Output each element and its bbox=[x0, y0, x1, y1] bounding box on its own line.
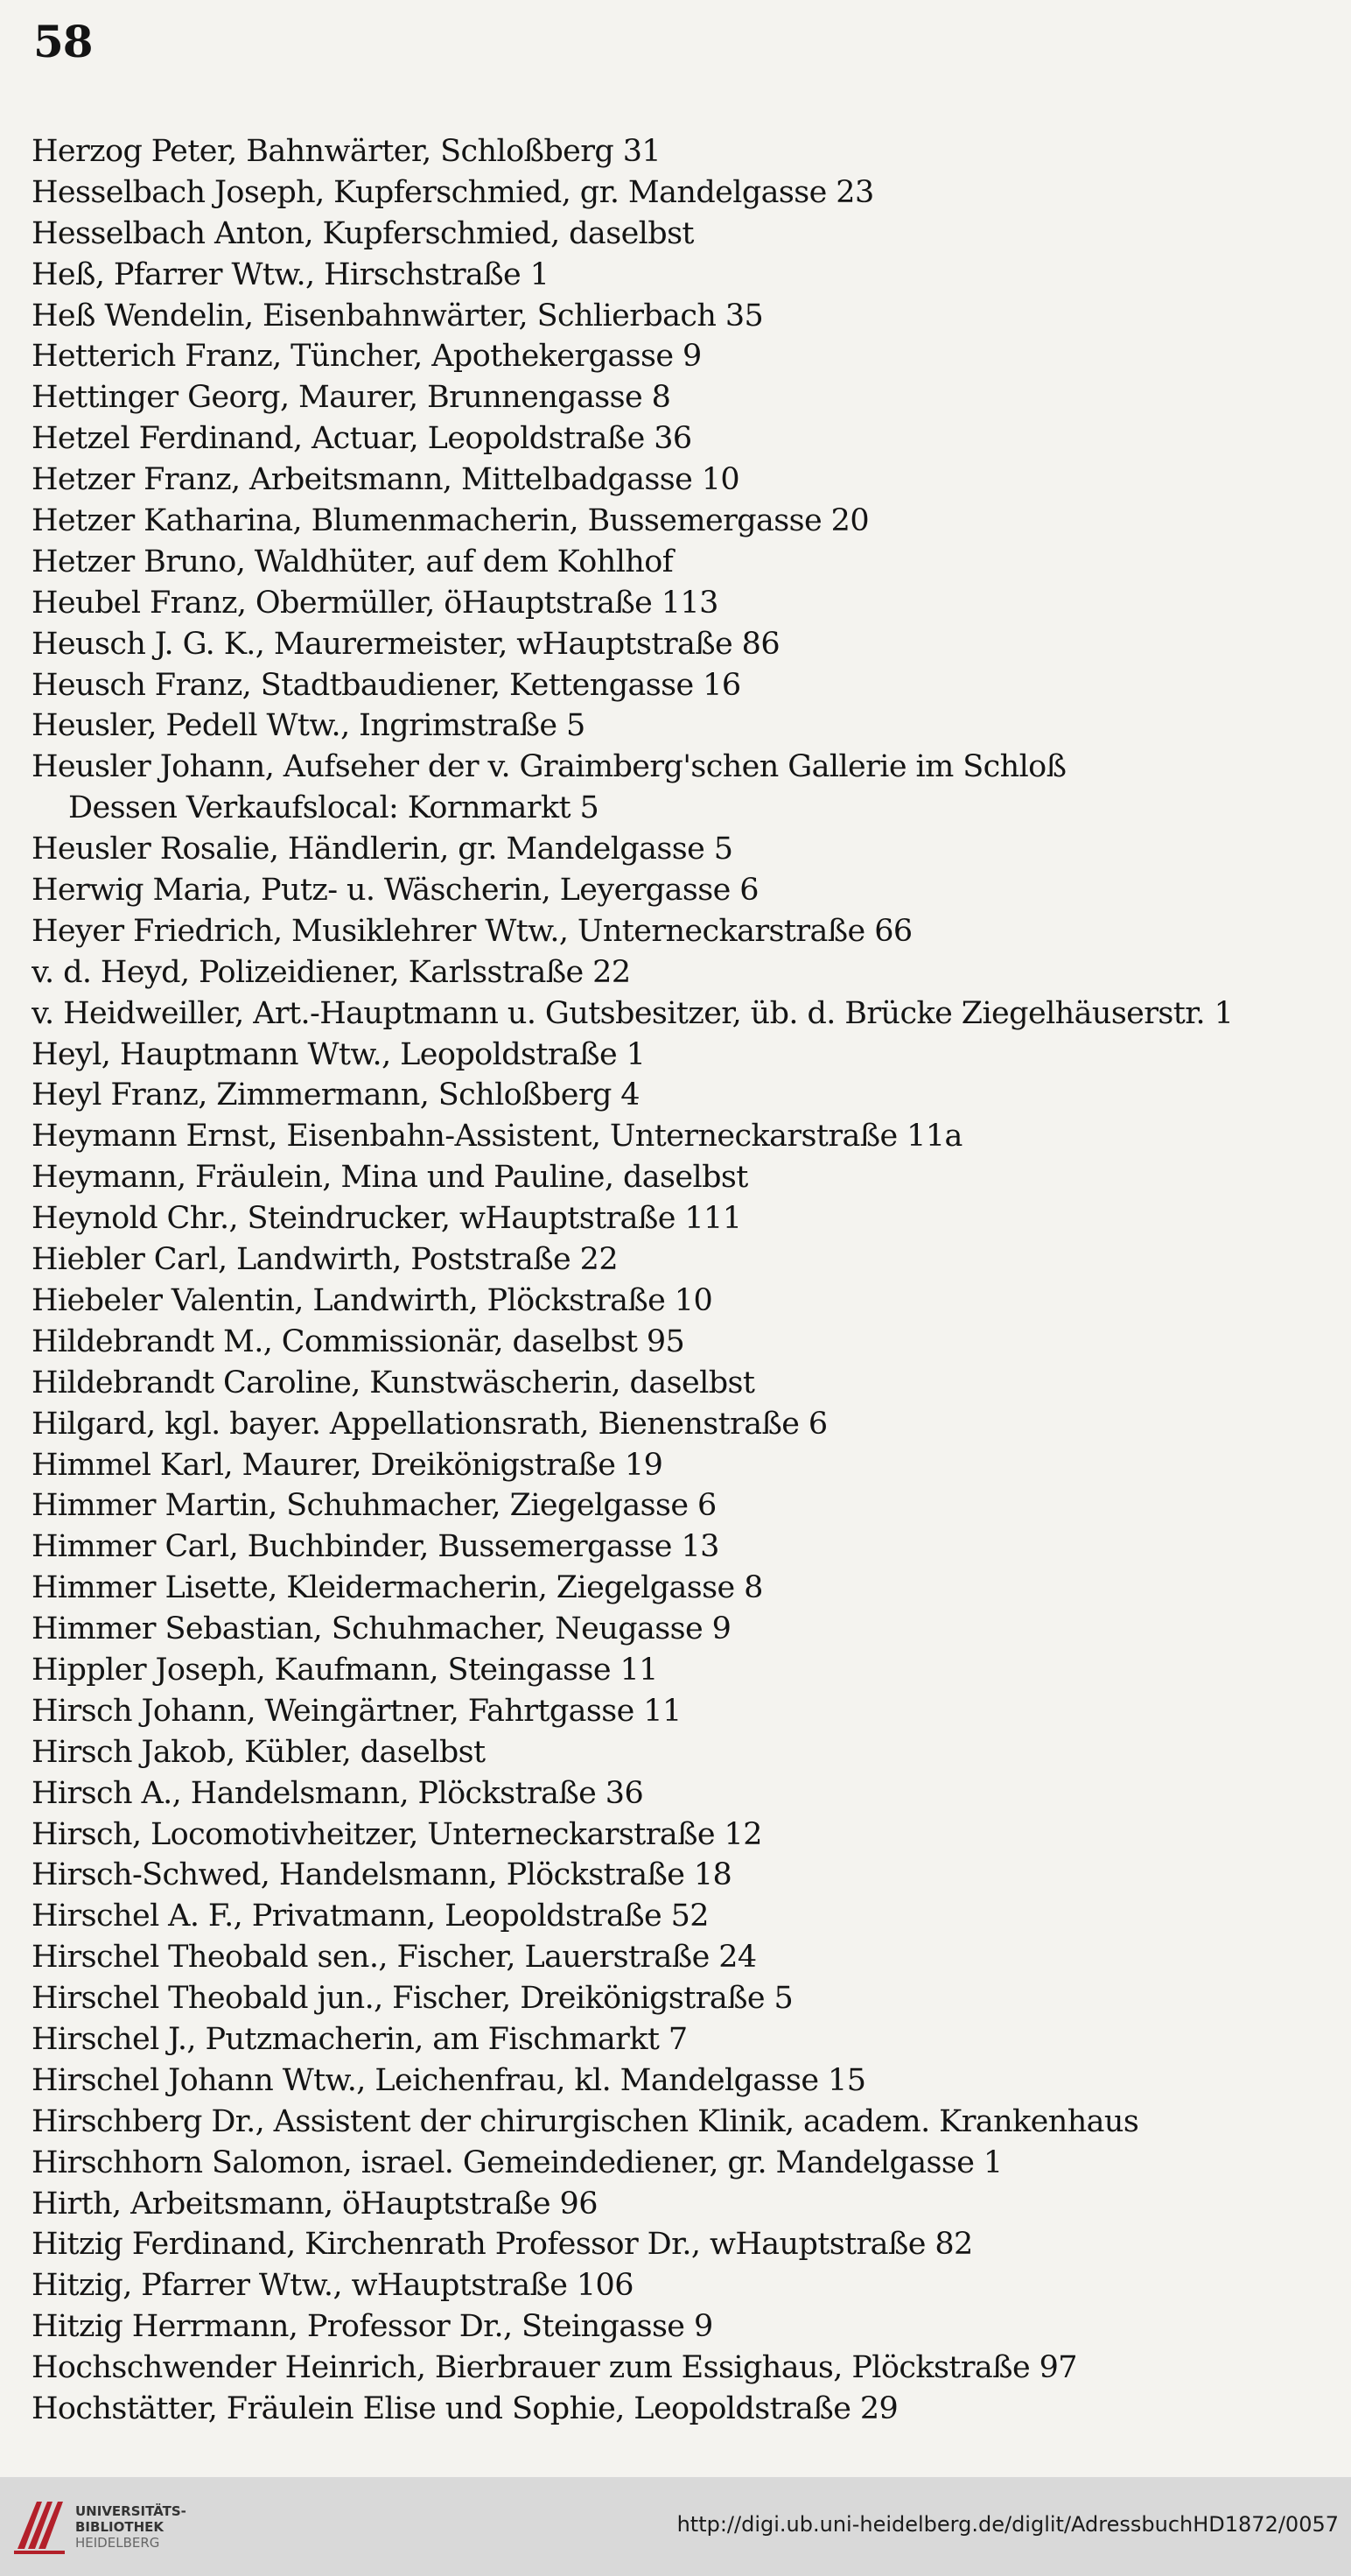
directory-entry: Hettinger Georg, Maurer, Brunnengasse 8 bbox=[32, 380, 671, 416]
directory-entry: Heubel Franz, Obermüller, öHauptstraße 113 bbox=[32, 585, 718, 621]
directory-entry: v. d. Heyd, Polizeidiener, Karlsstraße 22 bbox=[32, 954, 631, 990]
directory-entry: Heß Wendelin, Eisenbahnwärter, Schlierbach 35 bbox=[32, 298, 764, 333]
directory-entry: Hochschwender Heinrich, Bierbrauer zum Essighaus, Plöckstraße 97 bbox=[32, 2350, 1077, 2386]
directory-entry: Heusler, Pedell Wtw., Ingrimstraße 5 bbox=[32, 708, 585, 744]
source-url-link[interactable]: http://digi.ub.uni-heidelberg.de/diglit/AdressbuchHD1872/0057 bbox=[676, 2512, 1339, 2537]
directory-entry: Hetterich Franz, Tüncher, Apothekergasse 9 bbox=[32, 339, 702, 375]
directory-entry: Hirschel Theobald jun., Fischer, Dreikönigstraße 5 bbox=[32, 1981, 794, 2017]
directory-entries bbox=[32, 131, 1344, 2430]
directory-entry: Hetzel Ferdinand, Actuar, Leopoldstraße 36 bbox=[32, 421, 692, 457]
directory-entry: Hiebeler Valentin, Landwirth, Plöckstraße 10 bbox=[32, 1282, 713, 1318]
directory-entry: Heusler Rosalie, Händlerin, gr. Mandelgasse 5 bbox=[32, 832, 733, 867]
directory-entry: Heyer Friedrich, Musiklehrer Wtw., Unterneckarstraße 66 bbox=[32, 913, 913, 949]
directory-entry: Hirschel Theobald sen., Fischer, Lauerstraße 24 bbox=[32, 1940, 757, 1976]
directory-entry: Hirsch Jakob, Kübler, daselbst bbox=[32, 1734, 486, 1770]
directory-entry: Hildebrandt M., Commissionär, daselbst 95 bbox=[32, 1323, 685, 1359]
directory-entry: Himmer Lisette, Kleidermacherin, Ziegelgasse 8 bbox=[32, 1570, 763, 1606]
logo-line-3: HEIDELBERG bbox=[75, 2535, 160, 2551]
directory-entry: Hitzig Ferdinand, Kirchenrath Professor Dr., wHauptstraße 82 bbox=[32, 2227, 973, 2263]
directory-entry: Hirschel J., Putzmacherin, am Fischmarkt 7 bbox=[32, 2021, 688, 2057]
directory-entry: Heusler Johann, Aufseher der v. Graimberg'schen Gallerie im Schloß bbox=[32, 749, 1067, 785]
directory-entry: Hilgard, kgl. bayer. Appellationsrath, Bienenstraße 6 bbox=[32, 1406, 828, 1442]
page-number: 58 bbox=[33, 16, 93, 67]
directory-entry: Hirsch, Locomotivheitzer, Unterneckarstraße 12 bbox=[32, 1816, 762, 1852]
directory-entry: Heymann Ernst, Eisenbahn-Assistent, Unterneckarstraße 11a bbox=[32, 1119, 962, 1155]
directory-entry: Heymann, Fräulein, Mina und Pauline, daselbst bbox=[32, 1160, 748, 1196]
directory-entry: Hirschberg Dr., Assistent der chirurgischen Klinik, academ. Krankenhaus bbox=[32, 2103, 1139, 2139]
directory-entry: Hildebrandt Caroline, Kunstwäscherin, daselbst bbox=[32, 1365, 755, 1400]
directory-entry: Hesselbach Joseph, Kupferschmied, gr. Mandelgasse 23 bbox=[32, 174, 874, 210]
directory-entry: Himmer Sebastian, Schuhmacher, Neugasse 9 bbox=[32, 1611, 732, 1647]
directory-entry: Himmer Carl, Buchbinder, Bussemergasse 13 bbox=[32, 1529, 719, 1565]
directory-entry: Hetzer Katharina, Blumenmacherin, Bussemergasse 20 bbox=[32, 503, 870, 539]
directory-entry: Heynold Chr., Steindrucker, wHauptstraße 111 bbox=[32, 1201, 742, 1237]
library-logo-icon bbox=[12, 2495, 66, 2556]
directory-entry: Hiebler Carl, Landwirth, Poststraße 22 bbox=[32, 1242, 619, 1278]
directory-entry: Hirth, Arbeitsmann, öHauptstraße 96 bbox=[32, 2186, 598, 2222]
directory-entry: Himmer Martin, Schuhmacher, Ziegelgasse 6 bbox=[32, 1488, 717, 1524]
directory-entry: Hirschhorn Salomon, israel. Gemeindediener, gr. Mandelgasse 1 bbox=[32, 2144, 1003, 2180]
directory-entry: Hirsch A., Handelsmann, Plöckstraße 36 bbox=[32, 1775, 644, 1811]
directory-entry: Hirschel A. F., Privatmann, Leopoldstraße 52 bbox=[32, 1899, 709, 1934]
directory-entry: Hetzer Bruno, Waldhüter, auf dem Kohlhof bbox=[32, 544, 674, 579]
directory-entry: Dessen Verkaufslocal: Kornmarkt 5 bbox=[68, 790, 599, 826]
directory-entry: Herzog Peter, Bahnwärter, Schloßberg 31 bbox=[32, 134, 662, 169]
directory-entry: v. Heidweiller, Art.-Hauptmann u. Gutsbesitzer, üb. d. Brücke Ziegelhäuserstr. 1 bbox=[32, 995, 1234, 1031]
directory-entry: Heusch Franz, Stadtbaudiener, Kettengasse 16 bbox=[32, 667, 741, 703]
directory-entry: Hetzer Franz, Arbeitsmann, Mittelbadgasse 10 bbox=[32, 462, 740, 498]
logo-line-1: UNIVERSITÄTS- bbox=[75, 2503, 186, 2519]
directory-entry: Hitzig Herrmann, Professor Dr., Steingasse 9 bbox=[32, 2309, 713, 2345]
library-logo-text bbox=[75, 2503, 186, 2551]
footer-bar bbox=[0, 2477, 1351, 2576]
directory-entry: Heß, Pfarrer Wtw., Hirschstraße 1 bbox=[32, 256, 550, 292]
directory-entry: Hochstätter, Fräulein Elise und Sophie, Leopoldstraße 29 bbox=[32, 2390, 899, 2426]
directory-entry: Heyl, Hauptmann Wtw., Leopoldstraße 1 bbox=[32, 1036, 646, 1072]
directory-entry: Herwig Maria, Putz- u. Wäscherin, Leyergasse 6 bbox=[32, 873, 759, 909]
directory-entry: Heusch J. G. K., Maurermeister, wHauptstraße 86 bbox=[32, 626, 780, 662]
directory-entry: Hirsch-Schwed, Handelsmann, Plöckstraße 18 bbox=[32, 1857, 732, 1893]
directory-entry: Hippler Joseph, Kaufmann, Steingasse 11 bbox=[32, 1652, 658, 1688]
directory-entry: Hitzig, Pfarrer Wtw., wHauptstraße 106 bbox=[32, 2268, 634, 2304]
directory-entry: Himmel Karl, Maurer, Dreikönigstraße 19 bbox=[32, 1447, 663, 1483]
directory-entry: Hirsch Johann, Weingärtner, Fahrtgasse 11 bbox=[32, 1693, 682, 1729]
directory-entry: Hirschel Johann Wtw., Leichenfrau, kl. Mandelgasse 15 bbox=[32, 2062, 866, 2098]
directory-entry: Hesselbach Anton, Kupferschmied, daselbst bbox=[32, 215, 694, 251]
directory-entry: Heyl Franz, Zimmermann, Schloßberg 4 bbox=[32, 1077, 640, 1113]
logo-line-2: BIBLIOTHEK bbox=[75, 2519, 164, 2535]
